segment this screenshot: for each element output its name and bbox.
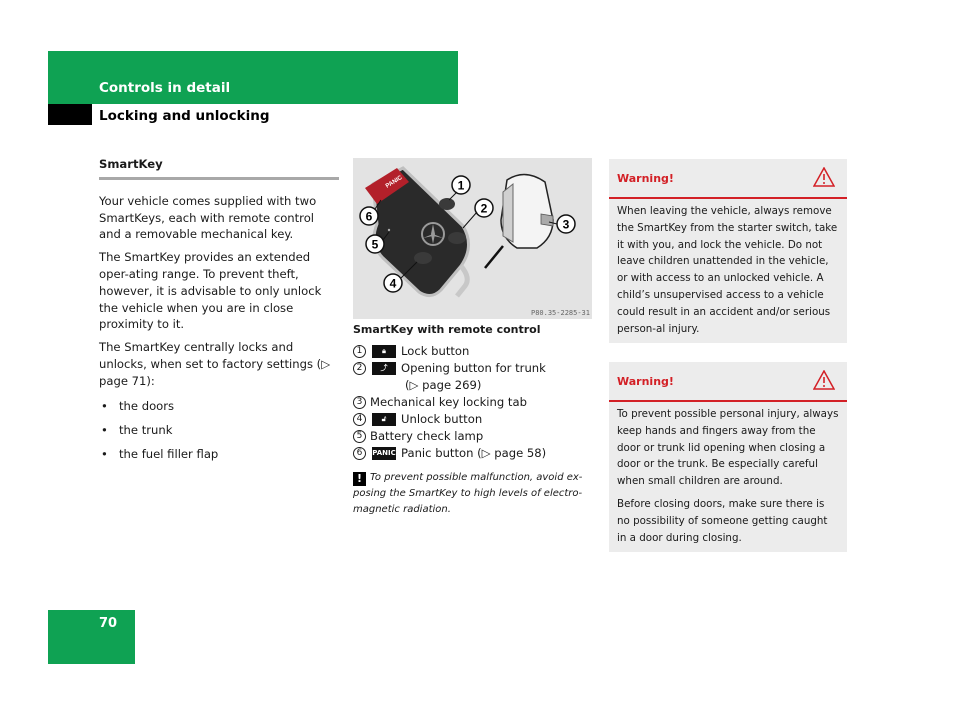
panic-icon: PANIC: [372, 447, 396, 460]
callout-4: 4: [389, 276, 397, 291]
list-item: • the fuel filler flap: [99, 446, 339, 470]
warning-box: [609, 159, 847, 343]
legend-number: 1: [353, 345, 366, 358]
exclamation-icon: !: [353, 472, 366, 486]
page-number: 70: [99, 616, 118, 631]
smartkey-figure: [353, 158, 592, 319]
header-bar: [48, 51, 458, 104]
legend-list: [353, 343, 593, 462]
figure-code: P80.35-2285-31: [530, 309, 590, 317]
section-title: Locking and unlocking: [99, 108, 270, 124]
smartkey-heading: SmartKey: [99, 156, 339, 180]
legend-text: Opening button for trunk: [401, 361, 546, 375]
legend-text: Unlock button: [401, 412, 483, 426]
callout-6: 6: [365, 209, 373, 224]
legend-item: [353, 360, 593, 377]
legend-item: [353, 394, 593, 411]
legend-text: Panic button (▷ page 58): [401, 446, 547, 460]
paragraph: Your vehicle comes supplied with two SmartKeys, each with remote control and a removable mechanical key.: [99, 193, 317, 242]
legend-number: 3: [353, 396, 366, 409]
callout-5: 5: [371, 237, 379, 252]
panic-label: PANIC: [384, 174, 404, 190]
warning-title: Warning!: [617, 172, 674, 185]
smartkey-column: [99, 156, 339, 470]
page-number-box: [48, 610, 135, 664]
warning-box: [609, 362, 847, 552]
bullet-list: [99, 398, 339, 470]
legend-item: [353, 445, 593, 462]
callout-2: 2: [480, 201, 488, 216]
warning-body: [609, 199, 847, 343]
legend-item: [353, 428, 593, 445]
chapter-title: Controls in detail: [99, 80, 231, 96]
callout-3: 3: [562, 217, 570, 232]
note-text: To prevent possible malfunction, avoid ex-posing the SmartKey to high levels of electro-magnetic radiation.: [353, 472, 583, 515]
smartkey-illustration: [353, 158, 592, 319]
warning-body: [609, 402, 847, 552]
warning-paragraph: To prevent possible personal injury, always keep hands and fingers away from the door or trunk lid opening when closing a door or the trunk. Be especially careful when small children are around.: [617, 408, 839, 488]
legend-text: Mechanical key locking tab: [370, 395, 527, 409]
callout-1: 1: [457, 178, 465, 193]
lock-icon: 🔒︎: [372, 345, 396, 358]
legend-number: 6: [353, 447, 366, 460]
note: [353, 470, 593, 518]
section-tab-marker: [48, 104, 92, 125]
warning-header: [609, 362, 847, 402]
trunk-icon: ⤴: [372, 362, 396, 375]
warning-paragraph: When leaving the vehicle, always remove the SmartKey from the starter switch, take it with you, and lock the vehicle. Do not leave children unattended in the vehicle, or with access to an unlocked vehicle. A child’s unsupervised access to a vehicle could result in an accident and/or serious person-al injury.: [617, 205, 838, 335]
legend-number: 2: [353, 362, 366, 375]
warning-triangle-icon: [813, 167, 835, 187]
legend-text: (▷ page 269): [405, 378, 482, 392]
unlock-icon: 🔓︎: [372, 413, 396, 426]
legend-item: [353, 343, 593, 360]
paragraph: The SmartKey centrally locks and unlocks, when set to factory settings (▷ page 71):: [99, 340, 331, 388]
legend-text: Battery check lamp: [370, 429, 484, 443]
legend-number: 4: [353, 413, 366, 426]
figure-caption: SmartKey with remote control: [353, 323, 541, 336]
warning-title: Warning!: [617, 375, 674, 388]
warning-paragraph: Before closing doors, make sure there is no possibility of someone getting caught in a door during closing.: [617, 497, 828, 544]
paragraph: The SmartKey provides an extended oper-ating range. To prevent theft, however, it is advisable to only unlock the vehicle when you are in close proximity to it.: [99, 250, 322, 332]
list-item: • the trunk: [99, 422, 339, 446]
list-item: • the doors: [99, 398, 339, 422]
warning-header: [609, 159, 847, 199]
legend-item: [353, 377, 593, 394]
legend-number: 5: [353, 430, 366, 443]
legend-text: Lock button: [401, 344, 470, 358]
legend-item: [353, 411, 593, 428]
warning-triangle-icon: [813, 370, 835, 390]
